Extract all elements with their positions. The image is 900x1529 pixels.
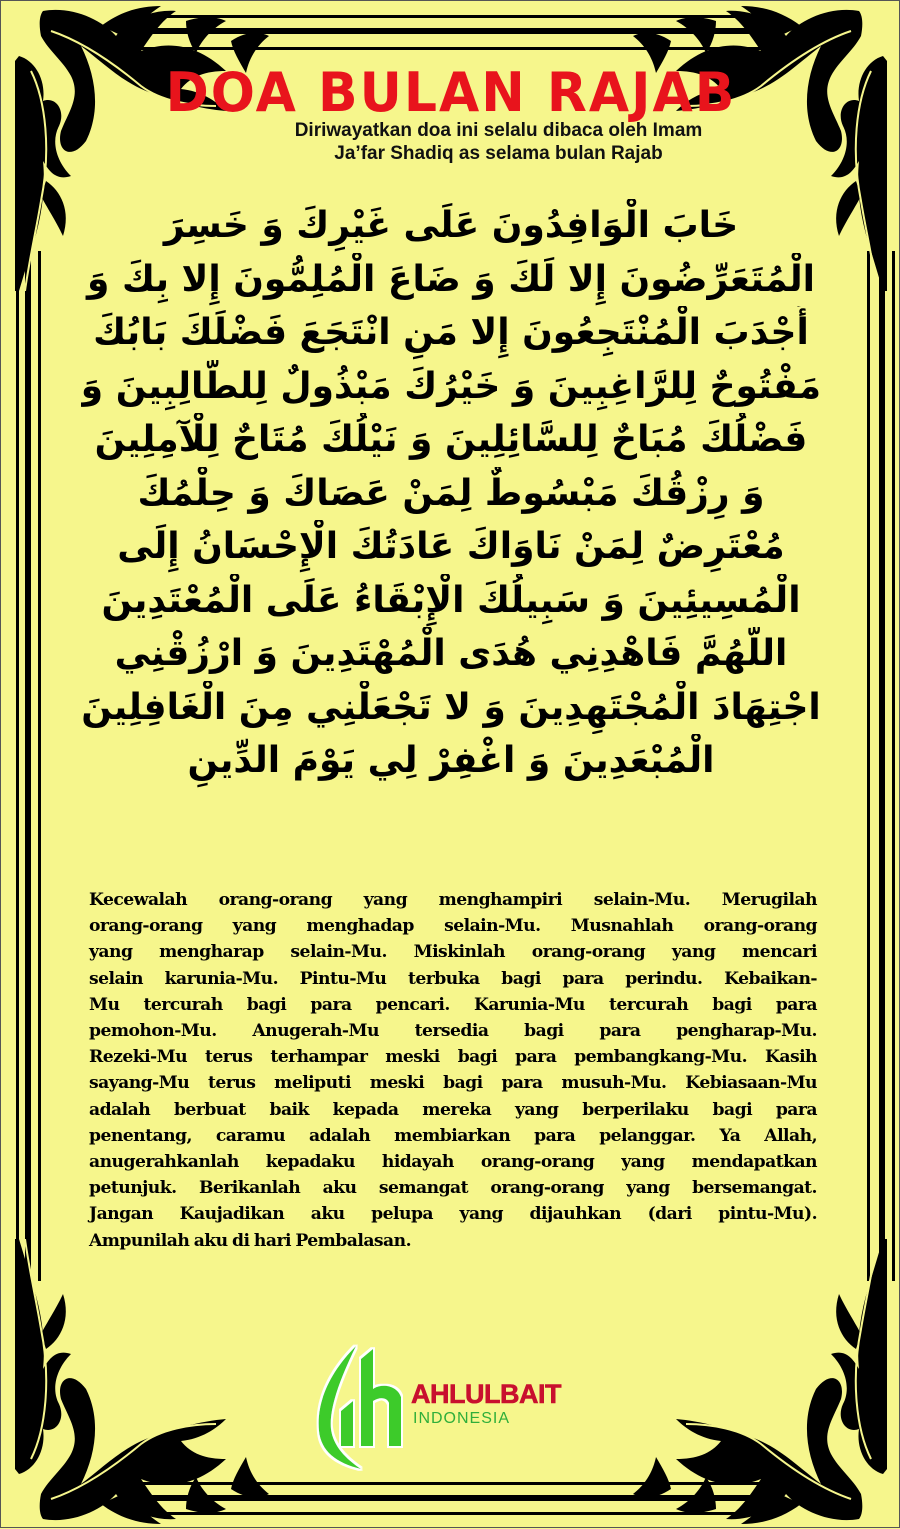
logo-name: AHLULBAIT [411, 1379, 561, 1409]
translation-line: orang-orang yang menghadap selain-Mu. Musnahlah orang-orang [89, 916, 817, 937]
translation-line: Kecewalah orang-orang yang menghampiri selain-Mu. Merugilah [89, 890, 817, 910]
translation-line: selain karunia-Mu. Pintu-Mu terbuka bagi para perindu. Kebaikan- [89, 968, 817, 989]
border-line-left-inner [38, 251, 41, 1281]
arabic-line: مَفْتُوحٌ لِلرَّاغِبِينَ وَ خَيْرُكَ مَبْذُولٌ لِلطَّالِبِينَ وَ [81, 365, 821, 407]
border-line-right-outer [892, 251, 895, 1281]
arabic-line: وَ رِزْقُكَ مَبْسُوطٌ لِمَنْ عَصَاكَ وَ حِلْمُكَ [137, 472, 765, 514]
arabic-line: أَجْدَبَ الْمُنْتَجِعُونَ إِلا مَنِ انْتَجَعَ فَضْلَكَ بَابُكَ [93, 312, 809, 353]
border-line-left-middle [25, 251, 31, 1281]
arabic-line: اللَّهُمَّ فَاهْدِنِي هُدَى الْمُهْتَدِينَ وَ ارْزُقْنِي [114, 633, 788, 674]
translation-line: adalah berbuat baik kepada mereka yang berperilaku bagi para [89, 1099, 817, 1120]
ahlulbait-ab-logo-icon [301, 1341, 411, 1471]
border-line-right-middle [879, 251, 885, 1281]
translation-line: Rezeki-Mu terus terhampar meski bagi para pembangkang-Mu. Kasih [89, 1047, 817, 1068]
arabic-line: اجْتِهَادَ الْمُجْتَهِدِينَ وَ لا تَجْعَلْنِي مِنَ الْغَافِلِينَ [81, 686, 821, 728]
subtitle-line-2: Ja’far Shadiq as selama bulan Rajab [334, 143, 663, 164]
arabic-line: خَابَ الْوَافِدُونَ عَلَى غَيْرِكَ وَ خَسِرَ [163, 205, 739, 246]
arabic-line: الْمُسِيئِينَ وَ سَبِيلُكَ الْإِبْقَاءُ عَلَى الْمُعْتَدِينَ [101, 579, 801, 621]
translation-line: petunjuk. Berikanlah aku semangat orang-orang yang bersemangat. [89, 1178, 817, 1199]
page-title: DOA BULAN RAJAB [165, 61, 737, 125]
floral-ornament-bottom-right-icon [631, 1239, 900, 1529]
border-line-right-inner [867, 251, 870, 1281]
translation-line: sayang-Mu terus meliputi meski bagi para musuh-Mu. Kebiasaan-Mu [89, 1073, 817, 1094]
ahlulbait-logo [301, 1341, 631, 1471]
translation-line: yang mengharap selain-Mu. Miskinlah orang-orang yang mencari [89, 942, 817, 963]
arabic-line: فَضْلُكَ مُبَاحٌ لِلسَّائِلِينَ وَ نَيْلُكَ مُتَاحٌ لِلْآمِلِينَ [94, 419, 808, 460]
translation-line: Jangan Kaujadikan aku pelupa yang dijauhkan (dari pintu-Mu). [89, 1204, 817, 1225]
logo-subtitle: INDONESIA [413, 1410, 511, 1427]
arabic-prayer-text [81, 199, 821, 788]
floral-ornament-bottom-left-icon [1, 1239, 271, 1529]
translation-line: penentang, caramu adalah membiarkan para pelanggar. Ya Allah, [89, 1125, 817, 1146]
arabic-line: مُعْتَرِضٌ لِمَنْ نَاوَاكَ عَادَتُكَ الْإِحْسَانُ إِلَى [117, 526, 785, 567]
subtitle [1, 119, 900, 165]
translation-paragraph [89, 887, 817, 1254]
translation-line: anugerahkanlah kepadaku hidayah orang-orang yang mendapatkan [89, 1152, 817, 1173]
arabic-line: الْمُبْعَدِينَ وَ اغْفِرْ لِي يَوْمَ الدِّينِ [187, 740, 715, 781]
translation-line: pemohon-Mu. Anugerah-Mu tersedia bagi para pengharap-Mu. [89, 1021, 817, 1042]
subtitle-line-1: Diriwayatkan doa ini selalu dibaca oleh Imam [294, 120, 703, 141]
arabic-line: الْمُتَعَرِّضُونَ إِلا لَكَ وَ ضَاعَ الْمُلِمُّونَ إِلا بِكَ وَ [87, 258, 815, 300]
border-line-left-outer [16, 251, 19, 1281]
translation-line: Mu tercurah bagi para pencari. Karunia-Mu tercurah bagi para [89, 994, 817, 1015]
translation-line: Ampunilah aku di hari Pembalasan. [89, 1230, 412, 1251]
